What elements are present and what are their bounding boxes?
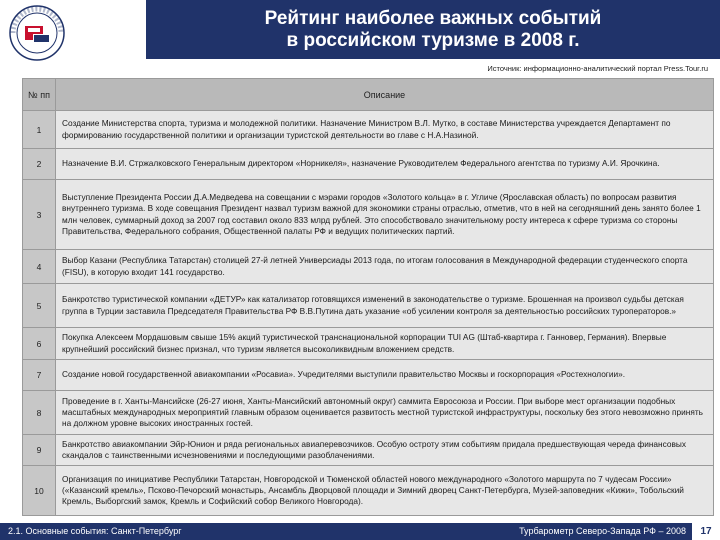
row-number: 10 [23,466,56,516]
page-number: 17 [692,523,720,540]
table-row [23,435,714,466]
row-description: Создание новой государственной авиакомпании «Росавиа». Учредителями выступили правительство Москвы и госкорпорация «Ростехнологии». [56,360,714,391]
table-row [23,360,714,391]
row-description: Банкротство туристической компании «ДЕТУР» как катализатор готовящихся изменений в законодательстве о туризме. Брошенная на произвол судьбы детская группа в Турции заставила Председателя Правительства РФ В.В.Путина дать указание «об усилении контроля за деятельностью российских туроператоров.» [56,284,714,328]
row-number: 5 [23,284,56,328]
row-number: 6 [23,328,56,360]
row-description: Создание Министерства спорта, туризма и молодежной политики. Назначение Министром В.Л. Мутко, в составе Министерства учреждается Департамент по формированию государственной политики и организации туристской деятельности во главе с Н.А.Назиной. [56,111,714,149]
row-number: 1 [23,111,56,149]
row-number: 7 [23,360,56,391]
row-description: Назначение В.И. Стржалковского Генеральным директором «Норникеля», назначение Руководителем Федерального агентства по туризму А.И. Ярочкина. [56,149,714,180]
table-row [23,391,714,435]
row-description: Организация по инициативе Республики Татарстан, Новгородской и Тюменской областей нового международного «Золотого маршрута по 7 чудесам России» («Казанский кремль», Псково-Печорский монастырь, Ансамбль Дворцовой площади и Зимний дворец Санкт-Петербурга, Музей-заповедник «Кижи», Тобольский Кремль, Выборгский замок, Кремль и Софийский собор Великого Новгорода). [56,466,714,516]
page-title-line1: Рейтинг наиболее важных событий [264,7,602,29]
footer-bar [0,523,720,540]
title-bar [146,0,720,59]
row-number: 2 [23,149,56,180]
row-description: Покупка Алексеем Мордашовым свыше 15% акций туристической транснациональной корпорации TUI AG (Штаб-квартира г. Ганновер, Германия). Впервые крупнейший российский бизнес признал, что туризм является высоколиквидным вложением средств. [56,328,714,360]
row-description: Выступление Президента России Д.А.Медведева на совещании с мэрами городов «Золотого кольца» в г. Угличе (Ярославская область) по вопросам развития внутреннего туризма. В ходе совещания Президент назвал туризм важной для экономики страны отраслью, отметив, что в ней на сегодняшний день занято более 1 млн человек, суммарный доход за 2007 год составил около 833 млрд рублей. Это способствовало значительному росту интереса к сфере туризма со стороны Правительства, Федерального собрания, Общественной палаты РФ и ведущих политических партий. [56,180,714,250]
table-row [23,328,714,360]
row-number: 3 [23,180,56,250]
footer-section-label: 2.1. Основные события: Санкт-Петербург [8,526,182,536]
column-header-description: Описание [56,79,714,111]
footer-publication-label: Турбарометр Северо-Запада РФ – 2008 [519,526,686,536]
logo-emblem-icon [6,4,68,62]
source-note: Источник: информационно-аналитический портал Press.Tour.ru [487,64,708,73]
row-description: Проведение в г. Ханты-Мансийске (26-27 июня, Ханты-Мансийский автономный округ) саммита Евросоюза и России. При выборе мест организации подобных масштабных международных мероприятий главным образом оценивается развитость местной туристской инфраструктуры, поскольку без этого невозможно принять на должном уровне высоких иностранных гостей. [56,391,714,435]
table-row [23,180,714,250]
table-row [23,149,714,180]
row-description: Выбор Казани (Республика Татарстан) столицей 27-й летней Универсиады 2013 года, по итогам голосования в Международной федерации студенческого спорта (FISU), в которую входит 141 государство. [56,250,714,284]
table-row [23,466,714,516]
events-table [22,78,714,516]
logo [6,4,68,62]
row-number: 8 [23,391,56,435]
table-row [23,111,714,149]
row-number: 9 [23,435,56,466]
table-header-row [23,79,714,111]
column-header-num: № пп [23,79,56,111]
table-row [23,250,714,284]
table-row [23,284,714,328]
row-description: Банкротство авиакомпании Эйр-Юнион и ряда региональных авиаперевозчиков. Особую остроту этим событиям придала предшествующая череда финансовых скандалов с таинственными исчезновениями и последующими разоблачениями. [56,435,714,466]
row-number: 4 [23,250,56,284]
page-title-line2: в российском туризме в 2008 г. [286,29,580,51]
